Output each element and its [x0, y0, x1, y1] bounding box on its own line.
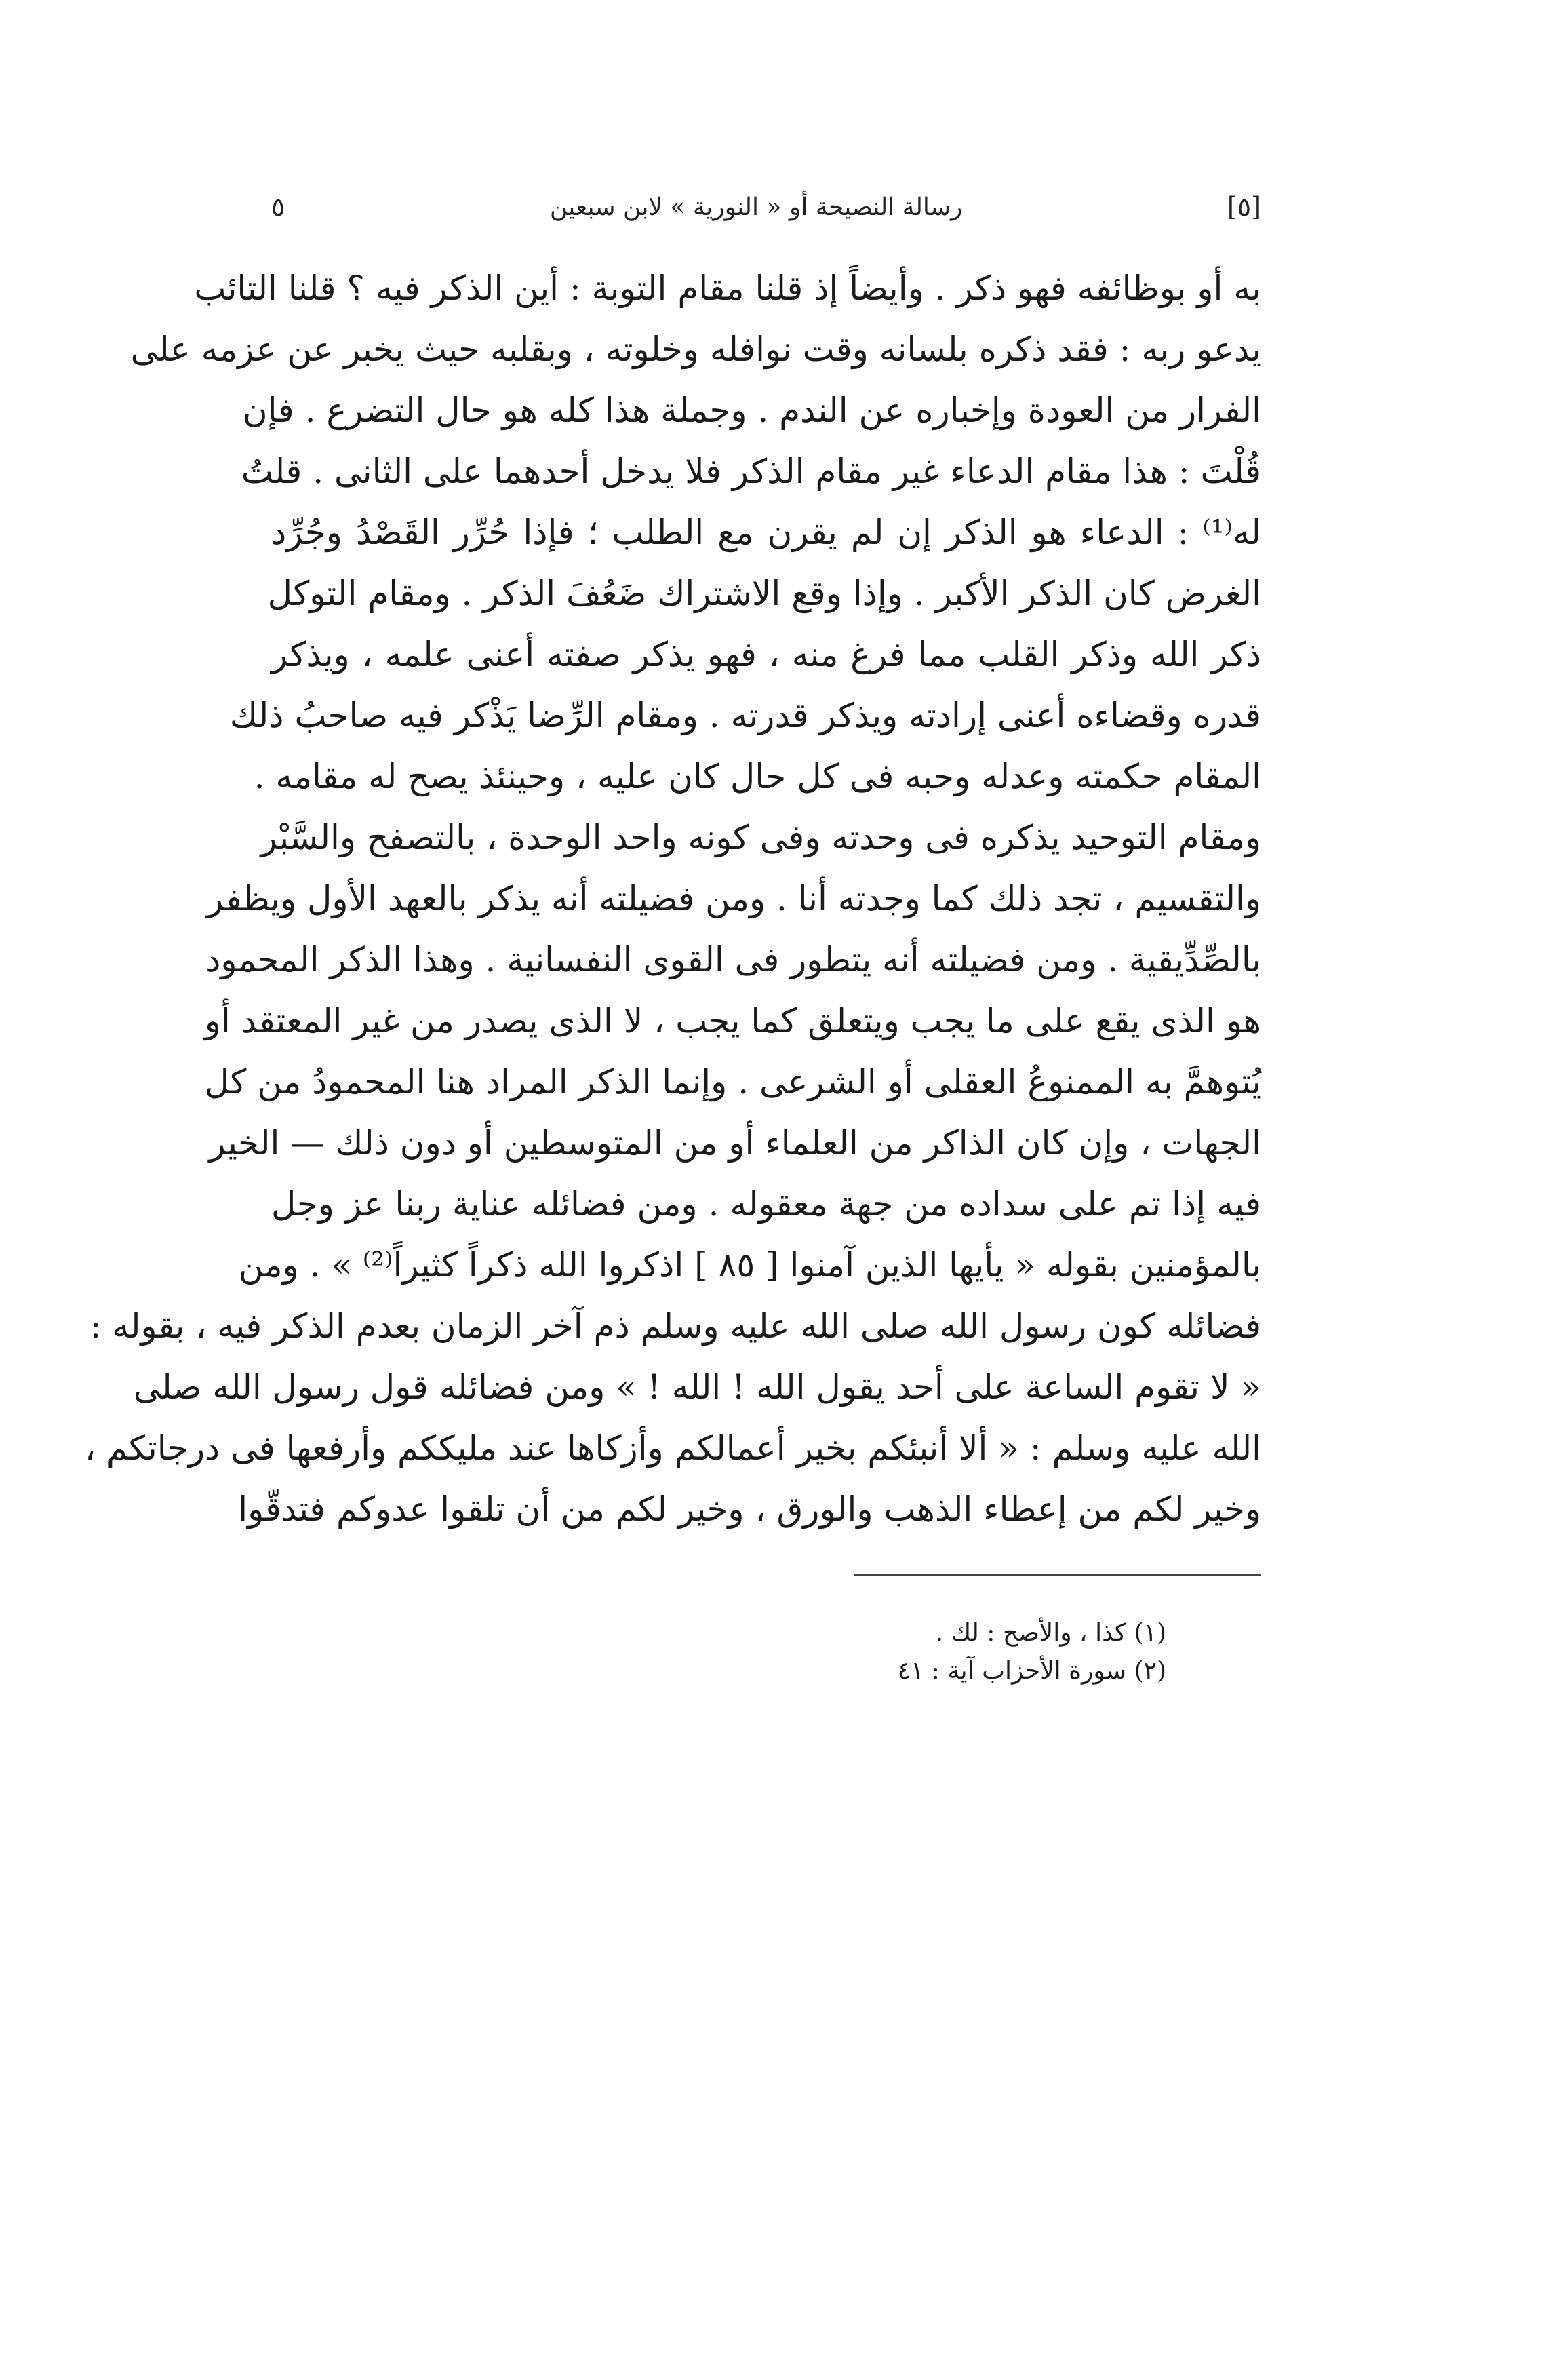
text-line: به أو بوظائفه فهو ذكر . وأيضاً إذ قلنا مقام التوبة : أين الذكر فيه ؟ قلنا التائب — [194, 269, 1261, 308]
text-line: الفرار من العودة وإخباره عن الندم . وجملة هذا كله هو حال التضرع . فإن — [242, 391, 1261, 430]
footnote: (١) كذا ، والأصح : لك . — [935, 1619, 1166, 1647]
running-head — [271, 183, 1261, 231]
page-number: ٥ — [271, 192, 285, 222]
text-line: قدره وقضاءه أعنى إرادته ويذكر قدرته . ومقام الرِّضا يَذْكر فيه صاحبُ ذلك — [229, 696, 1261, 735]
text-line: فيه إذا تم على سداده من جهة معقوله . ومن فضائله عناية ربنا عز وجل — [271, 1184, 1261, 1224]
text-line: ذكر الله وذكر القلب مما فرغ منه ، فهو يذكر صفته أعنى علمه ، ويذكر — [271, 635, 1261, 674]
text-line: ومقام التوحيد يذكره فى وحدته وفى كونه واحد الوحدة ، بالتصفح والسَّبْر — [260, 818, 1261, 857]
footnote: (٢) سورة الأحزاب آية : ٤١ — [897, 1657, 1166, 1685]
text-line: والتقسيم ، تجد ذلك كما وجدته أنا . ومن فضيلته أنه يذكر بالعهد الأول ويظفر — [207, 879, 1261, 918]
text-line: يدعو ربه : فقد ذكره بلسانه وقت نوافله وخلوته ، وبقلبه حيث يخبر عن عزمه على — [130, 330, 1261, 369]
footnote-divider — [854, 1574, 1261, 1576]
text-line: هو الذى يقع على ما يجب ويتعلق كما يجب ، لا الذى يصدر من غير المعتقد أو — [204, 1001, 1261, 1040]
text-line: يُتوهمَّ به الممنوعُ العقلى أو الشرعى . وإنما الذكر المراد هنا المحمودُ من كل — [204, 1062, 1261, 1101]
footnotes — [746, 1614, 1166, 1690]
text-line: وخير لكم من إعطاء الذهب والورق ، وخير لكم من أن تلقوا عدوكم فتدقّوا — [238, 1489, 1261, 1529]
running-title: رسالة النصيحة أو « النورية » لابن سبعين — [549, 193, 963, 221]
text-line: بالصِّدِّيقية . ومن فضيلته أنه يتطور فى القوى النفسانية . وهذا الذكر المحمود — [205, 940, 1261, 979]
text-line: بالمؤمنين بقوله « يأيها الذين آمنوا [ ٨٥ ] اذكروا الله ذكراً كثيراً⁽²⁾ » . ومن — [238, 1245, 1261, 1285]
text-line: قُلْتَ : هذا مقام الدعاء غير مقام الذكر فلا يدخل أحدهما على الثانى . قلتُ — [241, 452, 1261, 491]
text-line: « لا تقوم الساعة على أحد يقول الله ! الله ! » ومن فضائله قول رسول الله صلى — [133, 1367, 1261, 1407]
text-line: المقام حكمته وعدله وحبه فى كل حال كان عليه ، وحينئذ يصح له مقامه . — [254, 757, 1261, 796]
text-line: الجهات ، وإن كان الذاكر من العلماء أو من المتوسطين أو دون ذلك — الخير — [209, 1123, 1261, 1163]
page-number-bracketed: [٥] — [1227, 192, 1261, 222]
text-line: الله عليه وسلم : « ألا أنبئكم بخير أعمالكم وأزكاها عند مليككم وأرفعها فى درجاتكم ، — [84, 1428, 1261, 1468]
text-line: فضائله كون رسول الله صلى الله عليه وسلم ذم آخر الزمان بعدم الذكر فيه ، بقوله : — [90, 1306, 1261, 1346]
text-line: الغرض كان الذكر الأكبر . وإذا وقع الاشتراك ضَعُفَ الذكر . ومقام التوكل — [267, 574, 1261, 613]
main-text — [84, 258, 1261, 1540]
text-line: له⁽¹⁾ : الدعاء هو الذكر إن لم يقرن مع الطلب ؛ فإذا حُرِّر القَصْدُ وجُرِّد — [271, 513, 1261, 552]
